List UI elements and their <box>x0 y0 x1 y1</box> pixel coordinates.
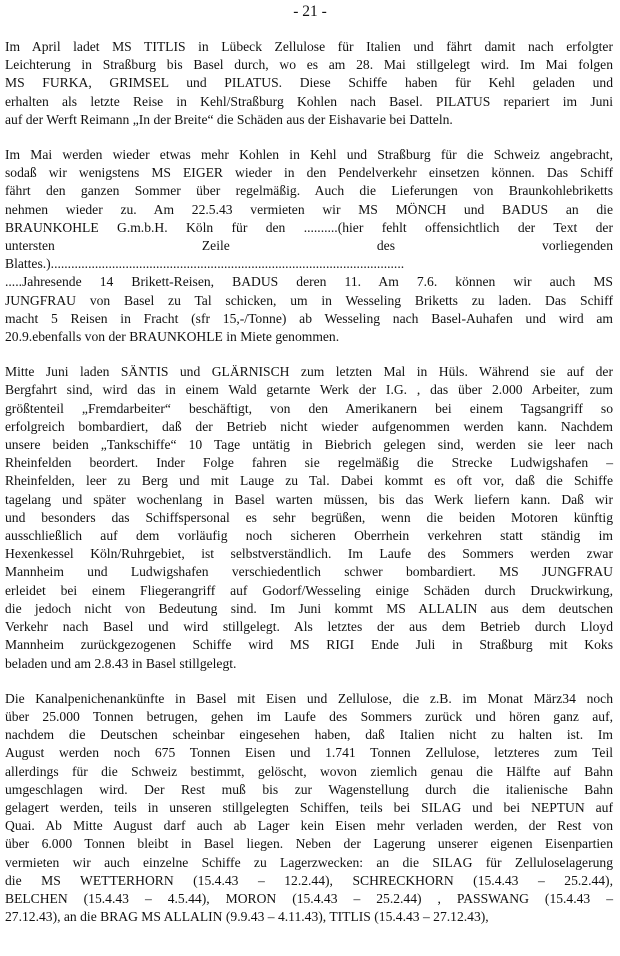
paragraph-3 <box>5 363 613 672</box>
text-line: erleidet bei einem Fliegerangriff auf Godorf/Wesseling einige Schäden durch Druckwirkung, <box>5 582 613 598</box>
text-line: über 25.000 Tonnen betrugen, gehen im Laufe des Sommers zurück und hören ganz auf, <box>5 708 613 724</box>
text-line: Im April ladet MS TITLIS in Lübeck Zellulose für Italien und fährt damit nach erfolgter <box>5 39 613 54</box>
text-line: Mannheim zurückgezogenen Schiffe wird MS RIGI Ende Juli in Straßburg mit Koks <box>5 637 613 653</box>
text-line: Verkehr nach Basel und wird stillgelegt. Als letztes der aus dem Betrieb durch Lloyd <box>5 619 613 635</box>
paragraph-4 <box>5 690 613 927</box>
text-line: sodaß wir wenigstens MS EIGER wieder in den Pendelverkehr einsetzen können. Das Schiff <box>5 165 613 181</box>
text-line: 20.9.ebenfalls von der BRAUNKOHLE in Miete genommen. <box>5 329 340 345</box>
text-line: Im Mai werden wieder etwas mehr Kohlen in Kehl und Straßburg für die Schweiz angebracht, <box>5 147 613 163</box>
text-line: MS FURKA, GRIMSEL und PILATUS. Diese Schiffe haben für Kehl geladen und <box>5 75 613 91</box>
text-line: und besonders das Schiffspersonal es sehr begrüßen, wenn die beiden Motoren künftig <box>5 509 613 525</box>
text-line: nachdem die Deutschen scheinbar eingesehen haben, daß Italien nicht zu halten ist. Im <box>5 727 613 743</box>
text-line: vermieten wir auch einzelne Schiffe zu Lagerzwecken: an die SILAG für Zelluloselagerung <box>5 854 613 870</box>
text-line: untersten Zeile des vorliegenden <box>5 238 613 254</box>
text-line: August werden noch 675 Tonnen Eisen und 1.741 Tonnen Zellulose, letzteres zum Teil <box>5 745 613 761</box>
text-line: macht 5 Reisen in Fracht (sfr 15,-/Tonne) ab Wesseling nach Basel-Auhafen und wird am <box>5 310 613 326</box>
text-line: auf der Werft Reimann „In der Breite“ die Schäden aus der Eishavarie bei Datteln. <box>5 111 453 127</box>
text-line: .....Jahresende 14 Brikett-Reisen, BADUS deren 11. Am 7.6. können wir auch MS <box>5 274 613 290</box>
text-line: Hexenkessel Köln/Ruhrgebiet, ist selbstverständlich. Im Laufe des Sommers werden zwar <box>5 546 613 562</box>
text-line: Bergfahrt sind, wird das in einem Wald getarnte Werk der I.G. , das über 2.000 Arbeiter, zum <box>5 382 613 398</box>
text-line: beladen und am 2.8.43 in Basel stillgelegt. <box>5 655 237 671</box>
text-line: gelagert werden, teils in unseren stillgelegten Schiffen, teils bei SILAG und bei NEPTUN auf <box>5 799 613 815</box>
text-line: umgeschlagen wird. Der Rest muß bis zur Wagenstellung durch die italienische Bahn <box>5 781 613 797</box>
text-line: allerdings für die Schweiz bestimmt, gelöscht, wovon ziemlich genau die Hälfte auf Bahn <box>5 763 613 779</box>
text-line: BRAUNKOHLE G.m.b.H. Köln für den ..........(hier fehlt offensichtlich der Text der <box>5 219 613 235</box>
text-line: fährt den ganzen Sommer über regelmäßig. Auch die Lieferungen von Braunkohlebriketts <box>5 183 613 199</box>
paragraph-1 <box>5 38 613 129</box>
text-line: Blattes.)........................................................................................................ <box>5 256 405 272</box>
document-body <box>5 38 613 943</box>
text-line: Die Kanalpenichenankünfte in Basel mit Eisen und Zellulose, die z.B. im Monat März34 noch <box>5 690 613 706</box>
text-line: BELCHEN (15.4.43 – 4.5.44), MORON (15.4.43 – 25.2.44) , PASSWANG (15.4.43 – <box>5 890 613 906</box>
text-line: erfolgreich bombardiert, daß der Betrieb nicht wieder aufgenommen werden kann. Nachdem <box>5 418 613 434</box>
text-line: unsere beiden „Tankschiffe“ 10 Tage untätig in Biebrich gelegen sind, werden sie leer nach <box>5 437 613 453</box>
text-line: die MS WETTERHORN (15.4.43 – 12.2.44), SCHRECKHORN (15.4.43 – 25.2.44), <box>5 872 613 888</box>
text-line: Rheinfelden, leer zu Berg und mit Lauge zu Tal. Dabei kommt es oft vor, daß die Schiffe <box>5 473 613 489</box>
text-line: Mitte Juni laden SÄNTIS und GLÄRNISCH zum letzten Mal in Hüls. Während sie auf der <box>5 364 613 380</box>
text-line: Mannheim und Ludwigshafen verschiedentlich schwer bombardiert. MS JUNGFRAU <box>5 564 613 580</box>
page-number: - 21 - <box>293 3 327 20</box>
text-line: größtenteil „Fremdarbeiter“ beschäftigt, von den Amerikanern bei einem Tagsangriff so <box>5 400 613 416</box>
paragraph-2 <box>5 146 613 346</box>
text-line: ausschließlich auf dem vorläufig noch sicheren Oberrhein verkehren statt ständig im <box>5 528 613 544</box>
text-line: JUNGFRAU von Basel zu Tal schicken, um in Wesseling Briketts zu laden. Das Schiff <box>5 292 613 308</box>
text-line: über 6.000 Tonnen bleibt in Basel liegen. Neben der Lagerung unserer eigenen Eisenpartien <box>5 836 613 852</box>
text-line: Quai. Ab Mitte August darf auch ab Lager kein Eisen mehr verladen werden, der Rest von <box>5 818 613 834</box>
text-line: erhalten als letzte Reise in Kehl/Straßburg Kohlen nach Basel. PILATUS repariert im Juni <box>5 93 613 109</box>
text-line: nehmen wieder zu. Am 22.5.43 vermieten wir MS MÖNCH und BADUS an die <box>5 201 613 217</box>
text-line: tagelang und später wochenlang in Basel warten müssen, bis das Werk liefern kann. Daß wir <box>5 491 613 507</box>
text-line: die jedoch nicht von Bedeutung sind. Im Juni kommt MS ALLALIN aus dem deutschen <box>5 600 613 616</box>
text-line: Leichterung in Straßburg bis Basel durch, wo es am 28. Mai stillgelegt wird. Im Mai folgen <box>5 57 613 73</box>
text-line: 27.12.43), an die BRAG MS ALLALIN (9.9.43 – 4.11.43), TITLIS (15.4.43 – 27.12.43), <box>5 909 489 925</box>
text-line: Rheinfelden beordert. Inder Folge fahren sie regelmäßig die Strecke Ludwigshafen – <box>5 455 613 471</box>
